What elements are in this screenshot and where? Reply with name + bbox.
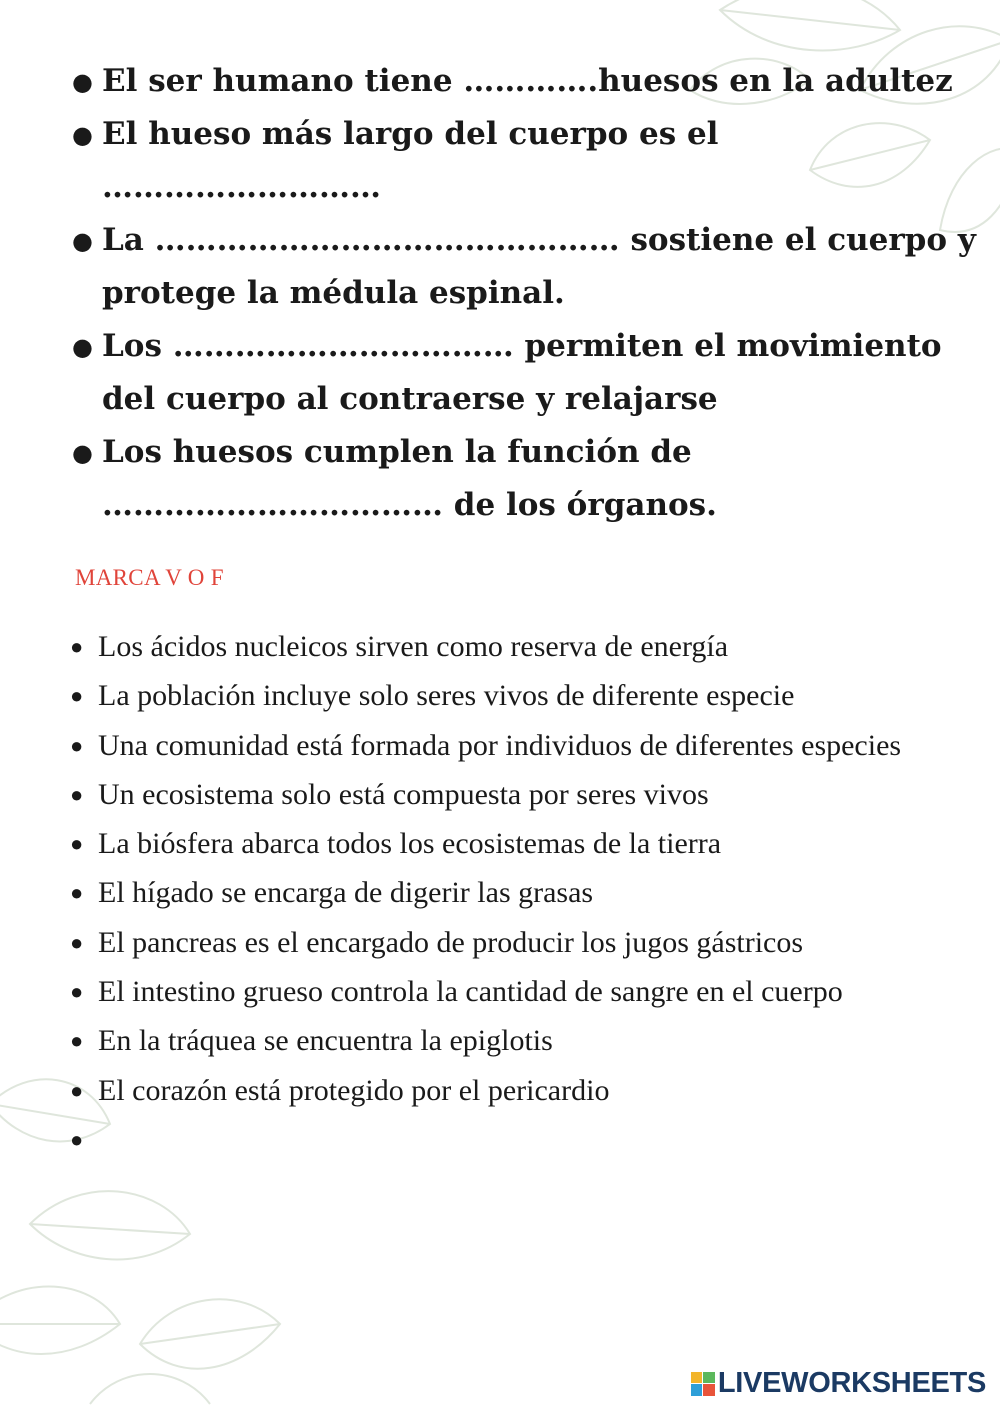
list-item: ● Un ecosistema solo está compuesta por seres vivos [98,770,964,819]
list-item: ● Los ácidos nucleicos sirven como reserva de energía [98,622,964,671]
logo-square [691,1384,703,1396]
brand-name: LIVEWORKSHEETS [717,1367,986,1399]
bullet-icon: ● [70,880,84,906]
list-item: ● El corazón está protegido por el pericardio [98,1066,964,1115]
list-item: ● En la tráquea se encuentra la epiglotis [98,1016,964,1065]
bullet-icon: ● [70,1028,84,1054]
list-item: ● El ser humano tiene ………….huesos en la adultez [102,55,982,108]
list-item: ● Una comunidad está formada por individuos de diferentes especies [98,721,964,770]
section-title-true-false: MARCA V O F [75,565,224,590]
fill-in-blank-list [72,55,982,532]
bullet-icon: ● [70,634,84,659]
list-item: ● El hueso más largo del cuerpo es el ……………………… [102,108,982,214]
bullet-icon: ● [70,781,84,807]
logo-square [691,1372,703,1384]
list-item: ● El hígado se encarga de digerir las grasas [98,868,964,917]
bullet-icon: ● [70,929,84,955]
list-item: ● Los huesos cumplen la función de …………………………… de los órganos. [102,426,982,532]
logo-square [703,1384,715,1396]
bullet-icon: ● [72,67,93,96]
liveworksheets-brand [691,1367,986,1400]
true-false-list [70,622,964,1164]
list-item: ● El pancreas es el encargado de producir los jugos gástricos [98,918,964,967]
list-item: ● La biósfera abarca todos los ecosistemas de la tierra [98,819,964,868]
bullet-icon: ● [72,332,93,361]
logo-square [703,1372,715,1384]
bullet-icon: ● [70,831,84,857]
bullet-icon: ● [70,979,84,1005]
list-item: ● Los …………………………… permiten el movimiento del cuerpo al contraerse y relajarse [102,320,982,426]
list-item: ● La población incluye solo seres vivos de diferente especie [98,671,964,720]
list-item-empty [70,1115,964,1164]
list-item: ● La ……………………………………… sostiene el cuerpo y protege la médula espinal. [102,214,982,320]
bullet-icon: ● [72,438,93,467]
bullet-icon: ● [70,1077,84,1103]
bullet-icon: ● [70,683,84,709]
bullet-icon: ● [70,1126,84,1152]
bullet-icon: ● [70,732,84,758]
bullet-icon: ● [72,226,93,255]
liveworksheets-logo-icon [691,1372,715,1396]
list-item: ● El intestino grueso controla la cantidad de sangre en el cuerpo [98,967,964,1016]
bullet-icon: ● [72,120,93,149]
